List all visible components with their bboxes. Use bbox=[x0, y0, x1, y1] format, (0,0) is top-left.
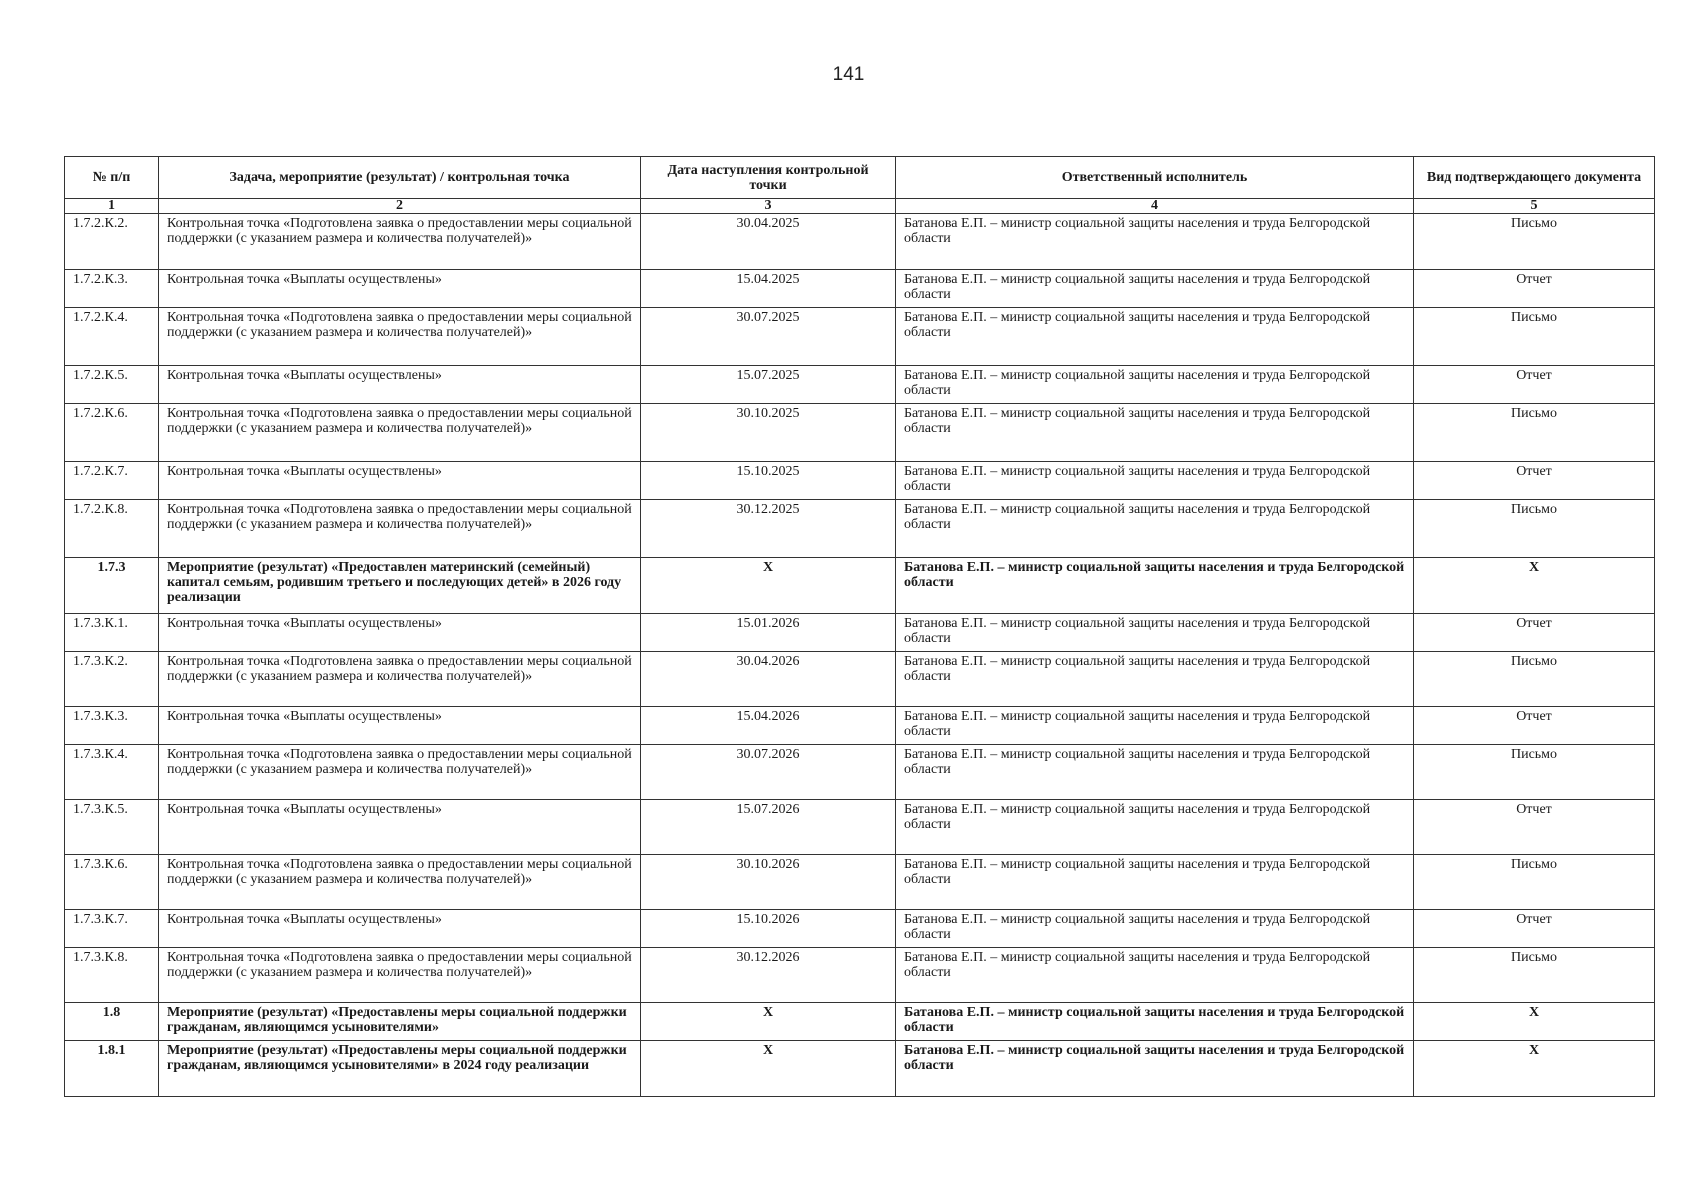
row-document-type: Письмо bbox=[1414, 652, 1655, 707]
row-task: Мероприятие (результат) «Предоставлен материнский (семейный) капитал семьям, родившим третьего и последующих детей» в 2026 году реализации bbox=[159, 558, 641, 614]
table-row bbox=[65, 614, 1655, 652]
row-task: Контрольная точка «Выплаты осуществлены» bbox=[159, 800, 641, 855]
row-task: Контрольная точка «Подготовлена заявка о предоставлении меры социальной поддержки (с указанием размера и количества получателей)» bbox=[159, 214, 641, 270]
table-row bbox=[65, 500, 1655, 558]
row-date: Х bbox=[641, 1041, 896, 1097]
row-document-type: Х bbox=[1414, 558, 1655, 614]
row-document-type: Х bbox=[1414, 1003, 1655, 1041]
row-document-type: Письмо bbox=[1414, 214, 1655, 270]
row-executor: Батанова Е.П. – министр социальной защиты населения и труда Белгородской области bbox=[896, 745, 1414, 800]
row-number: 1.7.3.К.1. bbox=[65, 614, 159, 652]
page-number: 141 bbox=[832, 64, 865, 85]
row-date: 30.12.2026 bbox=[641, 948, 896, 1003]
row-executor: Батанова Е.П. – министр социальной защиты населения и труда Белгородской области bbox=[896, 214, 1414, 270]
checkpoint-table bbox=[64, 156, 1655, 1097]
row-date: 30.04.2025 bbox=[641, 214, 896, 270]
row-task: Мероприятие (результат) «Предоставлены меры социальной поддержки гражданам, являющимся усыновителями» в 2024 году реализации bbox=[159, 1041, 641, 1097]
row-document-type: Письмо bbox=[1414, 745, 1655, 800]
row-executor: Батанова Е.П. – министр социальной защиты населения и труда Белгородской области bbox=[896, 500, 1414, 558]
table-row bbox=[65, 1003, 1655, 1041]
header-document: Вид подтверждающего документа bbox=[1414, 157, 1655, 199]
row-document-type: Отчет bbox=[1414, 462, 1655, 500]
row-number: 1.7.3 bbox=[65, 558, 159, 614]
row-document-type: Х bbox=[1414, 1041, 1655, 1097]
row-number: 1.7.2.К.7. bbox=[65, 462, 159, 500]
row-executor: Батанова Е.П. – министр социальной защиты населения и труда Белгородской области bbox=[896, 614, 1414, 652]
header-number: № п/п bbox=[65, 157, 159, 199]
row-document-type: Письмо bbox=[1414, 308, 1655, 366]
row-executor: Батанова Е.П. – министр социальной защиты населения и труда Белгородской области bbox=[896, 800, 1414, 855]
row-executor: Батанова Е.П. – министр социальной защиты населения и труда Белгородской области bbox=[896, 404, 1414, 462]
table-row bbox=[65, 270, 1655, 308]
row-number: 1.7.2.К.2. bbox=[65, 214, 159, 270]
row-task: Контрольная точка «Подготовлена заявка о предоставлении меры социальной поддержки (с указанием размера и количества получателей)» bbox=[159, 404, 641, 462]
column-number: 4 bbox=[896, 199, 1414, 214]
row-number: 1.8 bbox=[65, 1003, 159, 1041]
table-row bbox=[65, 462, 1655, 500]
column-number: 2 bbox=[159, 199, 641, 214]
row-task: Контрольная точка «Подготовлена заявка о предоставлении меры социальной поддержки (с указанием размера и количества получателей)» bbox=[159, 948, 641, 1003]
row-date: 15.04.2026 bbox=[641, 707, 896, 745]
row-task: Контрольная точка «Подготовлена заявка о предоставлении меры социальной поддержки (с указанием размера и количества получателей)» bbox=[159, 745, 641, 800]
row-executor: Батанова Е.П. – министр социальной защиты населения и труда Белгородской области bbox=[896, 308, 1414, 366]
table-row bbox=[65, 1041, 1655, 1097]
row-document-type: Письмо bbox=[1414, 404, 1655, 462]
table-header bbox=[65, 157, 1655, 214]
row-date: 15.10.2026 bbox=[641, 910, 896, 948]
row-number: 1.7.3.К.8. bbox=[65, 948, 159, 1003]
table-row bbox=[65, 745, 1655, 800]
row-executor: Батанова Е.П. – министр социальной защиты населения и труда Белгородской области bbox=[896, 1003, 1414, 1041]
row-number: 1.7.3.К.4. bbox=[65, 745, 159, 800]
header-executor: Ответственный исполнитель bbox=[896, 157, 1414, 199]
row-document-type: Письмо bbox=[1414, 500, 1655, 558]
table-row bbox=[65, 214, 1655, 270]
row-number: 1.7.3.К.2. bbox=[65, 652, 159, 707]
row-date: 15.01.2026 bbox=[641, 614, 896, 652]
row-executor: Батанова Е.П. – министр социальной защиты населения и труда Белгородской области bbox=[896, 652, 1414, 707]
row-document-type: Письмо bbox=[1414, 948, 1655, 1003]
row-date: 30.07.2026 bbox=[641, 745, 896, 800]
row-task: Контрольная точка «Выплаты осуществлены» bbox=[159, 462, 641, 500]
row-task: Контрольная точка «Подготовлена заявка о предоставлении меры социальной поддержки (с указанием размера и количества получателей)» bbox=[159, 500, 641, 558]
row-date: 30.10.2025 bbox=[641, 404, 896, 462]
table-row bbox=[65, 308, 1655, 366]
table-row bbox=[65, 707, 1655, 745]
table-body bbox=[65, 214, 1655, 1097]
table-row bbox=[65, 948, 1655, 1003]
row-number: 1.7.2.К.3. bbox=[65, 270, 159, 308]
row-number: 1.7.2.К.5. bbox=[65, 366, 159, 404]
row-number: 1.7.3.К.7. bbox=[65, 910, 159, 948]
row-number: 1.7.3.К.3. bbox=[65, 707, 159, 745]
row-number: 1.7.3.К.6. bbox=[65, 855, 159, 910]
table-row bbox=[65, 800, 1655, 855]
table-row bbox=[65, 558, 1655, 614]
row-task: Контрольная точка «Подготовлена заявка о предоставлении меры социальной поддержки (с указанием размера и количества получателей)» bbox=[159, 652, 641, 707]
row-executor: Батанова Е.П. – министр социальной защиты населения и труда Белгородской области bbox=[896, 270, 1414, 308]
row-date: 30.04.2026 bbox=[641, 652, 896, 707]
row-task: Контрольная точка «Выплаты осуществлены» bbox=[159, 707, 641, 745]
row-task: Контрольная точка «Подготовлена заявка о предоставлении меры социальной поддержки (с указанием размера и количества получателей)» bbox=[159, 308, 641, 366]
row-date: 30.12.2025 bbox=[641, 500, 896, 558]
row-document-type: Письмо bbox=[1414, 855, 1655, 910]
row-date: 15.10.2025 bbox=[641, 462, 896, 500]
row-executor: Батанова Е.П. – министр социальной защиты населения и труда Белгородской области bbox=[896, 910, 1414, 948]
row-date: 30.07.2025 bbox=[641, 308, 896, 366]
row-executor: Батанова Е.П. – министр социальной защиты населения и труда Белгородской области bbox=[896, 855, 1414, 910]
header-task: Задача, мероприятие (результат) / контрольная точка bbox=[159, 157, 641, 199]
row-task: Контрольная точка «Выплаты осуществлены» bbox=[159, 270, 641, 308]
row-number: 1.7.2.К.6. bbox=[65, 404, 159, 462]
row-date: 15.07.2026 bbox=[641, 800, 896, 855]
table-row bbox=[65, 910, 1655, 948]
row-executor: Батанова Е.П. – министр социальной защиты населения и труда Белгородской области bbox=[896, 366, 1414, 404]
table-row bbox=[65, 366, 1655, 404]
row-date: 15.07.2025 bbox=[641, 366, 896, 404]
row-date: 15.04.2025 bbox=[641, 270, 896, 308]
row-document-type: Отчет bbox=[1414, 800, 1655, 855]
row-document-type: Отчет bbox=[1414, 707, 1655, 745]
header-date: Дата наступления контрольной точки bbox=[641, 157, 896, 199]
row-task: Контрольная точка «Выплаты осуществлены» bbox=[159, 366, 641, 404]
table-row bbox=[65, 652, 1655, 707]
row-task: Мероприятие (результат) «Предоставлены меры социальной поддержки гражданам, являющимся усыновителями» bbox=[159, 1003, 641, 1041]
row-executor: Батанова Е.П. – министр социальной защиты населения и труда Белгородской области bbox=[896, 1041, 1414, 1097]
table-row bbox=[65, 855, 1655, 910]
row-task: Контрольная точка «Выплаты осуществлены» bbox=[159, 614, 641, 652]
row-executor: Батанова Е.П. – министр социальной защиты населения и труда Белгородской области bbox=[896, 948, 1414, 1003]
row-executor: Батанова Е.П. – министр социальной защиты населения и труда Белгородской области bbox=[896, 707, 1414, 745]
row-document-type: Отчет bbox=[1414, 614, 1655, 652]
table-row bbox=[65, 404, 1655, 462]
row-executor: Батанова Е.П. – министр социальной защиты населения и труда Белгородской области bbox=[896, 558, 1414, 614]
column-number: 5 bbox=[1414, 199, 1655, 214]
row-number: 1.7.3.К.5. bbox=[65, 800, 159, 855]
row-document-type: Отчет bbox=[1414, 270, 1655, 308]
row-date: 30.10.2026 bbox=[641, 855, 896, 910]
row-number: 1.8.1 bbox=[65, 1041, 159, 1097]
row-executor: Батанова Е.П. – министр социальной защиты населения и труда Белгородской области bbox=[896, 462, 1414, 500]
row-date: Х bbox=[641, 558, 896, 614]
column-number: 3 bbox=[641, 199, 896, 214]
row-document-type: Отчет bbox=[1414, 910, 1655, 948]
column-number: 1 bbox=[65, 199, 159, 214]
row-document-type: Отчет bbox=[1414, 366, 1655, 404]
row-date: Х bbox=[641, 1003, 896, 1041]
row-task: Контрольная точка «Выплаты осуществлены» bbox=[159, 910, 641, 948]
row-task: Контрольная точка «Подготовлена заявка о предоставлении меры социальной поддержки (с указанием размера и количества получателей)» bbox=[159, 855, 641, 910]
row-number: 1.7.2.К.4. bbox=[65, 308, 159, 366]
row-number: 1.7.2.К.8. bbox=[65, 500, 159, 558]
